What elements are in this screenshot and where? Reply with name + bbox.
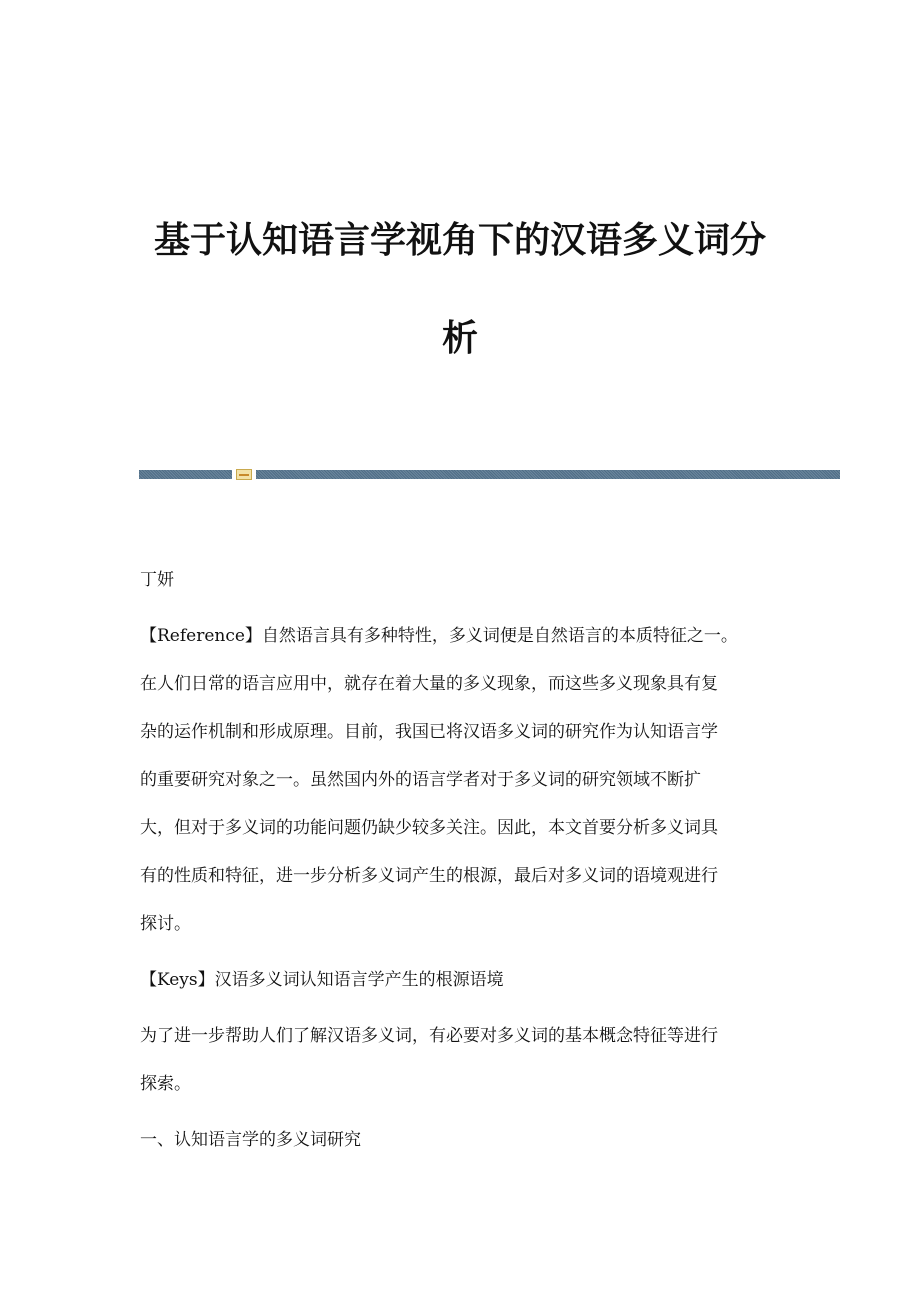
divider-ornament-icon	[236, 469, 252, 480]
intro-line: 为了进一步帮助人们了解汉语多义词，有必要对多义词的基本概念特征等进行	[140, 1026, 718, 1046]
reference-line: 探讨。	[140, 914, 191, 934]
reference-line: 的重要研究对象之一。虽然国内外的语言学者对于多义词的研究领域不断扩	[140, 770, 701, 790]
reference-line: 大，但对于多义词的功能问题仍缺少较多关注。因此，本文首要分析多义词具	[140, 818, 718, 838]
title-divider-right	[256, 470, 840, 479]
keys-paragraph: 【Keys】汉语多义词认知语言学产生的根源语境	[140, 970, 504, 990]
intro-paragraph	[140, 1012, 780, 1108]
author: 丁妍	[140, 570, 174, 590]
intro-line: 探索。	[140, 1074, 191, 1094]
reference-line: 杂的运作机制和形成原理。目前，我国已将汉语多义词的研究作为认知语言学	[140, 722, 718, 742]
reference-line: 【Reference】自然语言具有多种特性，多义词便是自然语言的本质特征之一。	[140, 626, 738, 646]
title-divider-left	[139, 470, 232, 479]
reference-paragraph	[140, 612, 780, 948]
document-title-line-1: 基于认知语言学视角下的汉语多义词分	[153, 220, 766, 261]
reference-line: 有的性质和特征，进一步分析多义词产生的根源，最后对多义词的语境观进行	[140, 866, 718, 886]
reference-line: 在人们日常的语言应用中，就存在着大量的多义现象，而这些多义现象具有复	[140, 674, 718, 694]
section-heading: 一、认知语言学的多义词研究	[140, 1130, 361, 1150]
document-title-line-2: 析	[441, 318, 478, 359]
